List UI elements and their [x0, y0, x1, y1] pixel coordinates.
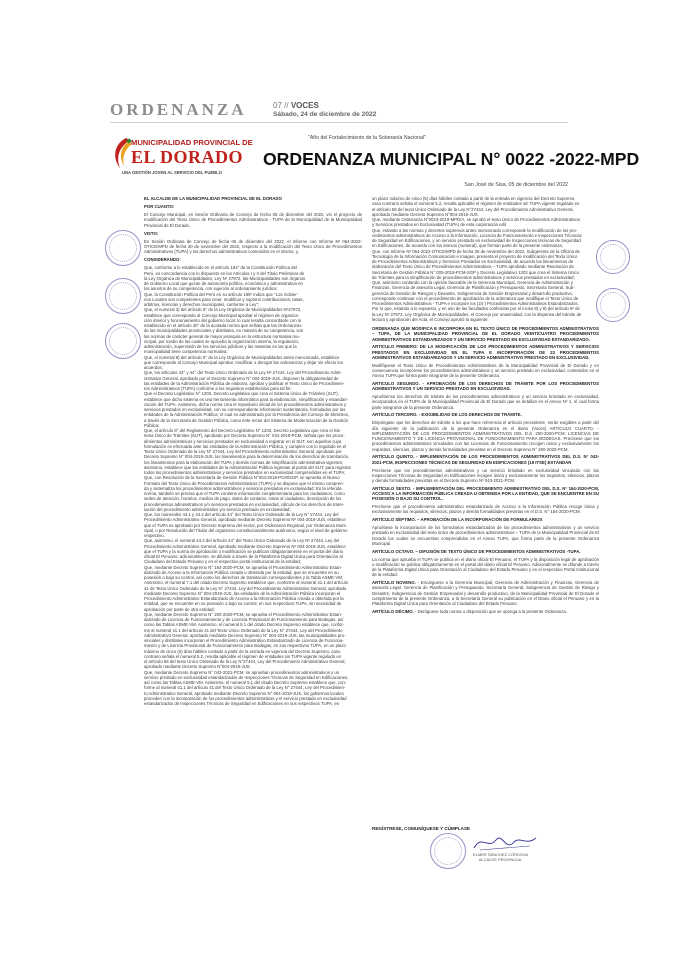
text-line: Decreto Supremo N° 004-2019-JUS, los lineamientos para la determinación de los derechos de tramitación,: [144, 454, 350, 460]
right-intro-text: [372, 196, 599, 322]
text-line: Que, mediante Ordenanza N°0023-2019-MPD/A, se aprobó el texto Único de Procedimientos Administrativos: [372, 217, 580, 222]
mayor-name: ELMER SÁNCHEZ CÓRDOVA: [473, 852, 529, 857]
text-line: contrario señala el numeral 5.2, resulta aplicable el régimen de entidades sin TUPA vigente regulado en: [144, 653, 342, 659]
article-1-text: Modifíquese el Texto Único de Procedimientos Administrativos de la Municipalidad Provincial de El Dorado y en consecuencia incorpórese los procedimientos administrativos y un servicio prestado en exclusividad, contenidos en el Anexo TUPA que forma parte integrante de la presente Ordenanza.: [372, 362, 599, 379]
text-line: Finanzas, Gerencia de asesoría Legal, Gerencia de Planificación y Presupuesto, Secretaría General, Sub-: [372, 285, 575, 291]
text-line: el artículo 58 del texto Único Ordenado de la Ley N°27444, Ley del Procedimiento Administrativo General,: [144, 659, 346, 665]
section-title: ORDENANZA: [110, 100, 247, 119]
text-line: servicio prestado en exclusividad estandarizados de Inspecciones Técnicas de Seguridad en Edificaciones,: [144, 674, 349, 680]
text-line: Que, con Informe Nº 064-2022-OTICE/MPD de fecha 30 de noviembre del 2022, Subgerente de la Oficina de: [372, 248, 580, 254]
text-line: de Procedimientos Administrativos y Servicios Prestados en Exclusividad, de acuerdo los lineamientos de: [372, 259, 574, 264]
article-10: [372, 609, 599, 614]
article-2-title: ARTICULO SEGUNDO. - APROBACIÓN DE LOS DERECHOS DE TRÁMITE POR LOS PROCEDIMIENTOS ADMINISTRATIVOS Y UN SERVICIO PRESTADO EN EXCLUSIVIDAD.: [372, 381, 599, 392]
text-line: lectura y aprobación del Acta, el Concejo aprobó la siguiente:: [372, 316, 489, 322]
text-line: aprobación por parte de otra entidad;: [144, 606, 215, 612]
text-line: procedimientos administrativos y/o servicios prestados en exclusividad, cálculo de los derechos de trami-: [144, 501, 344, 507]
text-line: Que, mediante Decreto Supremo N° 164-2020-PCM, se aprueba el Procedimiento Administrativo Estan-: [144, 564, 343, 570]
text-line: darizado de Licencia de Funcionamiento y de Licencia Provisional de Funcionamiento para Bodegas, así: [144, 617, 344, 623]
text-line: que el TUPA es aprobado por Decreto Supremo del sector, por Ordenanza Regional, por Ordenanza Muni-: [144, 522, 347, 528]
text-line: Que, los numerales 44.1 y 44.2 del artículo 44° del Texto Único Ordenado de la Ley N° 27444, Ley del: [144, 512, 339, 518]
considerando-label: CONSIDERANDO:: [144, 257, 181, 263]
text-line: las normas de carácter general de mayor jerarquía en la estructura normativa mu-: [144, 333, 300, 339]
text-line: me al numeral 41.1 del artículo 41 del Texto Único Ordenado de la Ley N° 27444, Ley del Procedimiento: [144, 627, 343, 633]
text-line: establecido en el artículo 40° de la acotada norma que señala que las Ordenanzas: [144, 323, 302, 329]
masthead-rule: [110, 122, 568, 123]
text-line: posesión o bajo su control, así como los derechos de tramitación correspondientes y la Tabla ASME-VM;: [144, 575, 344, 581]
text-line: tos Administrativos (TUPA) conforme a los requisitos establecidos para tal fin;: [144, 386, 292, 392]
text-line: el artículo 58 del texto Único Ordenado de la Ley N°27444, Ley del Procedimiento Administrativo General,: [372, 206, 574, 212]
text-line: de Seguridad en Edificaciones, y un servicio prestado en exclusividad de Inspecciones técnicas de Seguridad: [372, 238, 581, 243]
considerando-text: [144, 265, 362, 706]
text-line: entidades de la Administración Pública; el cual es administrado por la Presidencia del Consejo de Ministros,: [144, 412, 349, 418]
publication-name: VOCES: [290, 101, 319, 110]
ordinance-title: ORDENANZA MUNICIPAL N° 0022 -2022-MPD: [263, 149, 640, 169]
text-line: cipal, o por Resolución del Titular del organismo constitucionalmente autónomo, según el nivel de gobierno: [144, 527, 348, 533]
text-line: da y sistematiza los procedimientos administrativos y servicios prestados en exclusividad; En la referida: [144, 485, 342, 491]
left-column: [144, 196, 362, 706]
article-5-title: ARTÍCULO QUINTO. - IMPLEMENTACIÓN DE LOS PROCEDIMIENTOS ADMINISTRATIVOS DEL D.S. N° 043-2021-PCM, INSPECCIONES TÉCNICAS DE SEGURIDAD EN EDIFICACIONES (19 ITSE) ESTÁNDAR: [372, 454, 599, 465]
seal-stamp-right-2: [596, 288, 630, 322]
ordinance-header: [110, 133, 640, 193]
logo-top-text: MUNICIPALIDAD PROVINCIAL DE: [131, 138, 253, 147]
visto-label: VISTO:: [144, 230, 159, 236]
text-line: Secretaría de Gestión Pública N° 005-2018-PCM-SGP y Decreto Legislativo 1203 que crea el Sistema Único: [372, 269, 580, 275]
text-line: Procedimiento Administrativo General, aprobado mediante Decreto Supremo Nº 004-2019-JUS, establece: [144, 517, 346, 523]
text-line: un plazo máximo de cinco (5) días hábiles contado a partir de la entrada en vigencia del Decreto Supremo,: [372, 196, 576, 201]
text-line: Tecnología de la Información Comunicación e Imagen, presenta el proyecto de modificación del Texto Único: [372, 253, 578, 259]
text-line: formulación es efectuada ante las entidades de la Administración Pública, y cumplen con lo regulado en el: [144, 443, 347, 449]
text-line: Que, el numeral 3) del artículo 9° de la Ley Orgánica de Municipalidades Nº27972,: [144, 307, 302, 313]
article-9-title: ARTÍCULO NOVENO.: [372, 580, 416, 586]
text-line: acuerdos;: [144, 365, 163, 371]
article-7-text: Apruébese la incorporación de los formularios estandarizados de los procedimientos administrativos y un servicio prestado en exclusividad del texto único de procedimientos administrativos – TUPA de la Municipalidad Provincial de El Dorado los cuales se encuentran comprendidos en el Anexo TUPA, que forma parte de la presente Ordenanza Municipal.: [372, 525, 599, 546]
text-line: zación del TUPA. Asimismo, dicha norma crea el repositorio oficial de los procedimientos administrativos y: [144, 401, 347, 407]
text-line: aprobado mediante Decreto Supremo N°004-2019-JUS.: [144, 664, 251, 670]
text-line: dimientos administrativos y servicios prestados en exclusividad a registrar en el SUT, son aquellos cuya: [144, 438, 342, 444]
masthead: [110, 100, 570, 124]
page-separator: //: [284, 101, 289, 110]
mayor-seal-stamp: [430, 833, 466, 869]
mayor-signature-block: [473, 852, 528, 862]
text-line: en Edificaciones, de acuerdo con los anexos (numeral), que forman parte de la presente ordenanza;: [372, 243, 563, 249]
seal-stamp-top: [105, 230, 141, 266]
text-line: mediante Decreto Supremo N° 004-2019-JUS, las entidades de la Administración Pública incorporan el: [144, 590, 341, 596]
text-line: arbitrios, licencias y derechos municipales, conforme a Ley";: [144, 302, 259, 308]
mayor-signature-icon: [470, 830, 540, 854]
article-5-text: Precísese que los procedimientos administrativos y un servicio brindado en exclusividad vinculado con las Inspecciones Técnicas de Seguridad en Edificaciones recogen única y exclusivamente los requisitos, silencios, plazos y demás formalidades previstas en el Decreto Supremo Nº 043-2021-PCM.: [372, 467, 599, 483]
text-line: sedes de atención, horarios, medios de pago, datos de contacto, notas al ciudadano, descripción de los: [144, 496, 342, 502]
text-line: Procedimientos Administrativos - TUPA e incorpore los (24 ) Procedimientos Administrativos Estandarizados.: [372, 301, 579, 306]
text-line: Que, el artículo 8° del Reglamento del Decreto Legislativo N° 1203, Decreto Legislativo que crea el Sis-: [144, 428, 342, 434]
text-line: Que, mediante Decreto Supremo N° 200-2020-PCM, se aprueba el Procedimiento Administrativo Estan-: [144, 611, 343, 617]
text-line: Formato del Texto Único de Procedimientos Administrativos (TUPA) y se dispone que el mismo compren-: [144, 480, 344, 486]
article-8-title: ARTÍCULO OCTAVO. – DIFUSIÓN DE TEXTO ÚNICO DE PROCEDIMIENTOS ADMINISTRATIVOS -TUPA.: [372, 548, 581, 554]
page-number: 07: [273, 101, 282, 110]
text-line: Asimismo, el numeral 7.1 del citado Decreto Supremo establece que, conforme al numeral 41.1 del artículo: [144, 580, 348, 586]
text-line: asimismo, establece que las entidades de la Administración Pública ingresan al portal del SUT, para registrar: [144, 464, 352, 470]
text-line: corresponde continuar con el procedimiento de aprobación de la ordenanza que modifique el Texto Único de: [372, 295, 579, 301]
article-3-text: Dispóngase que los derechos de trámite a los que hace referencia el artículo precedente, serán exigibles a partir del día siguiente de la publicación de la presente Ordenanza en el diario (Voces) ARTÍCULO CUARTO. - IMPLEMENTACIÓN DE LOS PROCEDIMIENTOS ADMINISTRATIVOS DEL D.S. 200-2020-PCM: LICENCIAS DE FUNCIONAMIENTO Y DE LICENCIA PROVISIONAL DE FUNCIONAMIENTO PARA BODEGAS. Precísese que los procedimientos administrativos vinculados con las Licencias de Funcionamiento recogen única y exclusivamente los requisitos, silencios, plazos y demás formalidades previstas en el Decreto Supremo N° 200-2020-PCM.: [372, 420, 599, 452]
text-line: Que, los artículos 43° y 44° del Texto Único Ordenado de la Ley Nº 27444, Ley del Procedimiento Admi-: [144, 370, 342, 376]
article-8-text: La norma que aprueba el TUPA se publica en el diario oficial El Peruano; el TUPA y la disposición legal de aprobación o modificación se publica obligatoriamente en el portal del diario oficial El Peruano. Adicionalmente se difunde a través de la Plataforma Digital Única para Orientación al Ciudadano del Estado Peruano y en el respectivo Portal Institucional de la entidad.: [372, 556, 599, 578]
text-line: Que, asimismo contando con la opinión favorable de la Gerencia Municipal, Gerencia de Administración y: [372, 280, 573, 285]
text-line: nos Locales son competentes para crear, modificar y suprimir contribuciones, tasas,: [144, 296, 304, 302]
text-line: a través de la Secretaría de Gestión Pública, como ente rector del Sistema de Modernización de la Gestión: [144, 417, 348, 423]
article-1-title: ARTICULO PRIMERO: DE LA MODIFICACIÓN DE LOS PROCEDIMIENTOS ADMINISTRATIVOS Y SERVICIOS PRESTADOS EN EXCLUSIVIDAD EN EL TUPA E INCORPORACIÓN DE 23 PROCEDIMIENTOS ADMINISTRATIVOS ESTANDARIZADOS Y UN SERVICIO ADMINISTRATIVO PRESTADO EN EXCLUSIVIDAD.: [372, 344, 599, 360]
visto-text: En Sesión Ordinaria de Concejo de fecha 05 de diciembre del 2022, el Informe con Informe Nº 064-2022-OTICE/MPD de fecha 30 de noviembre del 2022, respecto a la modificación del Texto Único de Procedimientos Administrativos (TUPA) y los derechos administrativos contenidos en el mismo, y,: [144, 238, 362, 255]
text-line: tación del procedimiento administrativo y/o servicio prestado en exclusividad;: [144, 506, 291, 512]
text-line: Administrativo General, aprobado mediante Decreto Supremo N° 004-2019-JUS, las municipalidades pro-: [144, 632, 346, 638]
article-10-text: - Deróguese toda norma o disposición que se oponga a la presente Ordenanza.: [414, 609, 567, 614]
text-line: proceden con la incorporación de los procedimientos administrativos y el servicio prestado en exclusividad: [144, 695, 347, 701]
publication-date: Sábado, 24 de diciembre de 2022: [273, 111, 377, 118]
text-line: Pública;: [144, 422, 160, 428]
text-line: gerencia de Gestión de Riesgos y Desastre, Subgerencia de Gestión Empresarial y desarrollo productivo,: [372, 290, 574, 296]
logo-main-text: EL DORADO: [131, 147, 244, 167]
text-line: establece que corresponde al Concejo Municipal aprobar el régimen de organiza-: [144, 312, 300, 318]
text-line: de las municipalidades provinciales y distritales, en materia de su competencia, son: [144, 328, 304, 334]
issuer-heading: EL ALCALDE DE LA MUNICIPALIDAD PROVINCIAL DE EL DORADO: [144, 196, 282, 201]
text-line: Procedimiento Administrativo General, aprobado mediante Decreto Supremo Nº 004-2019-JUS, establece: [144, 543, 346, 549]
text-line: servicios prestados en exclusividad, con su correspondiente información sustentatoria, formulados por las: [144, 407, 346, 413]
text-line: darizado de Acceso a la Información Pública creada u obtenida por la entidad, que se encuentre en su: [144, 569, 339, 575]
text-line: elaboración del Texto Único de Procedimientos Administrativos – TUPA aprobado mediante Resolución de: [372, 264, 574, 270]
text-line: que corresponde al Concejo Municipal aprobar, modificar o derogar las ordenanzas y dejar sin efecto los: [144, 359, 343, 365]
article-6-title: ARTÍCULO SEXTO. - IMPLEMENTACIÓN DEL PROCEDIMIENTO ADMINISTRATIVO DEL D.S. N° 164-2020-PCM, ACCESO A LA INFORMACIÓN PÚBLICA CREADA U OBTENIDA POR LA ENTIDAD, QUE SE ENCUENTRE EN SU POSESIÓN O BAJO SU CONTROL.: [372, 485, 599, 502]
text-line: que el TUPA y la norma de aprobación o modificación se publican obligatoriamente en el portal del diario: [144, 548, 344, 554]
text-line: aprobado mediante Decreto Supremo N°004-2019-JUS.: [372, 211, 479, 217]
article-9-text: - Encárguese a la Gerencia Municipal, Gerencia de Administración y Finanzas, Gerencia de asesoría Legal, Gerencia de Planificación y Presupuesto, Secretaría General, Subgerencia de Gestión de Riesgo y Desastre, Subgerencia de Gestión Empresarial y desarrollo productivo, de la Municipalidad Provincial de El Dorado el cumplimiento de la presente Ordenanza, a la Secretaría General su publicación en el Diario oficial el Peruano y en la Plataforma Digital Única para Orientación al Ciudadano del Estado Peruano.: [372, 580, 599, 607]
text-line: máximo de cinco (5) días hábiles contado a partir de la entrada en vigencia del Decreto Supremo, caso: [144, 648, 341, 654]
seal-stamp-middle: [105, 278, 141, 314]
text-line: Que, la Constitución Política del Perú en su artículo 195º indica que "Los Gobier-: [144, 291, 299, 297]
por-cuanto-text: El Concejo Municipal, en Sesión Ordinaria de Concejo de fecha 05 de diciembre del 2022, vio el proyecto de modificación del Texto Único de Procedimientos Administrativos - TUPA de la Municipalidad de la Municipalidad Provincial de El Dorado.: [144, 212, 362, 228]
text-line: Texto Único Ordenado de la Ley N° 27444, Ley del Procedimiento Administrativo General, aprobado por: [144, 449, 342, 455]
text-line: forme al numeral 41.1 del artículo 41 del Texto Único Ordenado de la Ley N° 27444, Ley del Procedimien-: [144, 685, 346, 691]
page-info: [273, 101, 319, 110]
article-3-title: ARTÍCULO TERCERO. - EXIGIBILIDAD DE LOS DERECHOS DE TRÁMITE.: [372, 412, 522, 418]
text-line: los lineamientos para la elaboración del TUPA y demás normas de simplificación administrativa vigentes;: [144, 459, 344, 465]
text-line: y Servicios prestados en Exclusividad (TUPA) de esta corporación edil.: [372, 222, 508, 228]
text-line: oficial El Peruano; adicionalmente, se difunde a través de la Plataforma Digital Única para Orientación al: [144, 554, 343, 560]
text-line: así como las Tablas ASME-VM. Asimismo, el numeral 5.1 del citado Decreto Supremo establece que, con-: [144, 680, 347, 686]
text-line: nicipal, por medio de las cuales se aprueba la organización interna, la regulación,: [144, 338, 300, 344]
text-line: caso contrario señala el numeral 5.2, resulta aplicable el régimen de entidades sin TUPA vigente regulado en: [372, 201, 580, 207]
text-line: ción interior y funcionamiento del gobierno local; lo cual resulta concordante con lo: [144, 317, 302, 323]
text-line: Por lo que, estando a lo expuesto, y en uso de las facultades conferidas por el inciso 8) y 9) del artículo 9º de: [372, 306, 580, 312]
closing-formula: REGÍSTRESE, COMUNÍQUESE Y CÚMPLASE: [372, 826, 471, 831]
text-line: de Trámites para la simplificación de procedimientos administrativos y servicios prestados en exclusividad;: [372, 274, 575, 280]
text-line: Que el Decreto Legislativo N° 1203, Decreto Legislativo que crea el Sistema Único de Trámites (SUT),: [144, 391, 339, 397]
year-motto: "Año del Fortalecimiento de la Soberanía Nacional": [308, 135, 426, 141]
mayor-role: ALCALDE PROVINCIAL: [478, 857, 523, 862]
text-line: 41 de Texto Único Ordenado de la Ley N° 27444, Ley del Procedimiento Administrativo General, aprobado: [144, 585, 347, 591]
text-line: las entidades de la Administración Pública de elaborar, aprobar y publicar el Texto Único de Procedimien-: [144, 380, 345, 386]
text-line: Que, estando a las normas y decretos supremos antes mencionado corresponde la modificación de los pro-: [372, 227, 578, 233]
municipality-logo: [110, 136, 253, 182]
text-line: Que, el numeral 8) del artículo 9° de la Ley Orgánica de Municipalidades antes mencionada, establece: [144, 354, 340, 360]
text-line: como las Tablas ASME-VM. Asimismo, el numeral 5.1 del citado Decreto Supremo establece que, confor-: [144, 622, 345, 628]
text-line: Que, con Resolución de la Secretaría de Gestión Pública N°004-2018-PCM/SGP, se aprueba el Nuevo: [144, 475, 340, 481]
text-line: establece que dicho sistema es una herramienta informática para la elaboración, simplificación y estandari-: [144, 396, 348, 402]
text-line: vinciales y distritales incorporan el Procedimiento Administrativo Estandarizado de Licencia de Funciona-: [144, 638, 344, 644]
text-line: nistrativo General, aprobado por el Decreto Supremo N° 004-2019-JUS, disponen la obligatoriedad de: [144, 375, 339, 381]
text-line: de Gobierno Local que gozan de autonomía política, económica y administrativa en: [144, 281, 303, 287]
ordinance-heading: ORDENANZA QUE MODIFICA E INCORPORA EN EL TEXTO ÚNICO DE PROCEDIMIENTOS ADMINISTRATIVOS – TUPA, DE LA MUNICIPALIDAD PROVINCIAL DE EL DORADO VEINTICUATRO PROCEDIMIENTOS ADMINISTRATIVOS ESTANDARIZADOS Y UN SERVICIO PRESTADO EN EXCLUSIVIDAD ESTANDARIZADO.: [372, 326, 599, 342]
article-6-text: Precísese que el procedimiento administrativo estandarizado de Acceso a la Información Pública recoge única y exclusivamente los requisitos, silencios, plazos y demás formalidades previstas en el D.S. N° 164-2020-PCM.: [372, 504, 599, 515]
article-2-text: Apruébense los derechos de trámite de los procedimientos administrativos y un servicio brindado en exclusividad, incorporados en el TUPA de la Municipalidad Provincial de El Dorado que se detallan en el Anexo Nº 1, el cual forma parte integrante de la presente Ordenanza.: [372, 394, 599, 410]
seal-stamp-right-1: [596, 240, 630, 274]
logo-tagline: UNA GESTIÓN JOVEN AL SERVICIO DEL PUEBLO: [122, 170, 222, 175]
text-line: Perú, en concordancia con lo dispuesto en los Artículos I y II del Título Preliminar de: [144, 270, 305, 276]
text-line: estandarizados de Inspecciones Técnicas de Seguridad en Edificaciones en sus respectivos TUPA, en: [144, 701, 340, 707]
text-line: todos los procedimientos administrativos y servicios prestados en exclusividad comprendidos en el TUPA;: [144, 470, 346, 476]
article-9: [372, 580, 599, 606]
text-line: Ciudadano del Estado Peruano y en el respectivo portal institucional de la entidad;: [144, 559, 301, 565]
text-line: municipalidad tiene competencia normativa;: [144, 349, 228, 355]
article-10-title: ARTÍCULO DÉCIMO.: [372, 609, 414, 614]
text-line: Que, conforme a lo establecido en el artículo 194° de la Constitución Política del: [144, 265, 297, 271]
text-line: entidad, que se encuentre en su posesión o bajo su control, en sus respectivos TUPA, sin necesidad de: [144, 601, 342, 607]
text-line: Procedimiento Administrativo Estandarizado de Acceso a la Información Pública creada u obtenida por la: [144, 596, 344, 602]
text-line: respectivo.: [144, 533, 165, 539]
text-line: la Ley Nº 27972, Ley Orgánica de Municipalidades, el Concejo por unanimidad, con la dispensa del trámite de: [372, 311, 582, 317]
text-line: miento y de Licencia Provisional de Funcionamiento para Bodegas, en sus respectivos TUPA, en un plazo: [144, 643, 346, 649]
text-line: la Ley Orgánica de Municipalidades, Ley Nº 27972, las Municipalidades son órganos: [144, 275, 306, 281]
text-line: los asuntos de su competencia, con sujeción al ordenamiento jurídico;: [144, 286, 278, 292]
city-date: San José de Sisa, 05 de diciembre del 2022: [464, 182, 568, 188]
seal-stamp-bottom: [105, 323, 141, 359]
article-7-title: ARTÍCULO SÉPTIMO. – APROBACIÓN DE LA INCORPORACIÓN DE FORMULARIOS: [372, 517, 543, 523]
por-cuanto-label: POR CUANTO:: [144, 204, 175, 210]
text-line: administración, supervisión de los servicios públicos y las materias en las que la: [144, 344, 297, 350]
text-line: to Administrativo General, aprobado mediante Decreto Supremo N° 004-2019-JUS, los gobiernos locales: [144, 690, 344, 696]
text-line: Que, asimismo, el numeral 44.3 del artículo 44° del Texto Único Ordenado de la Ley Nº 27444, Ley del: [144, 538, 340, 544]
right-column: [372, 196, 599, 617]
text-line: norma, también se precisa que el TUPA contiene información complementaria para los ciudadanos, como: [144, 491, 345, 497]
text-line: cedimientos administrativos de Acceso a la Información, Licencia de Funcionamiento e Inspecciones Técnicas: [372, 232, 582, 238]
text-line: Que, mediante Decreto Supremo N° 043-2021-PCM, se aprueban procedimientos administrativos y un: [144, 669, 340, 675]
text-line: tema Único de Trámites (SUT), aprobado por Decreto Supremo N° 031-2018-PCM, señala que los proce-: [144, 433, 345, 439]
